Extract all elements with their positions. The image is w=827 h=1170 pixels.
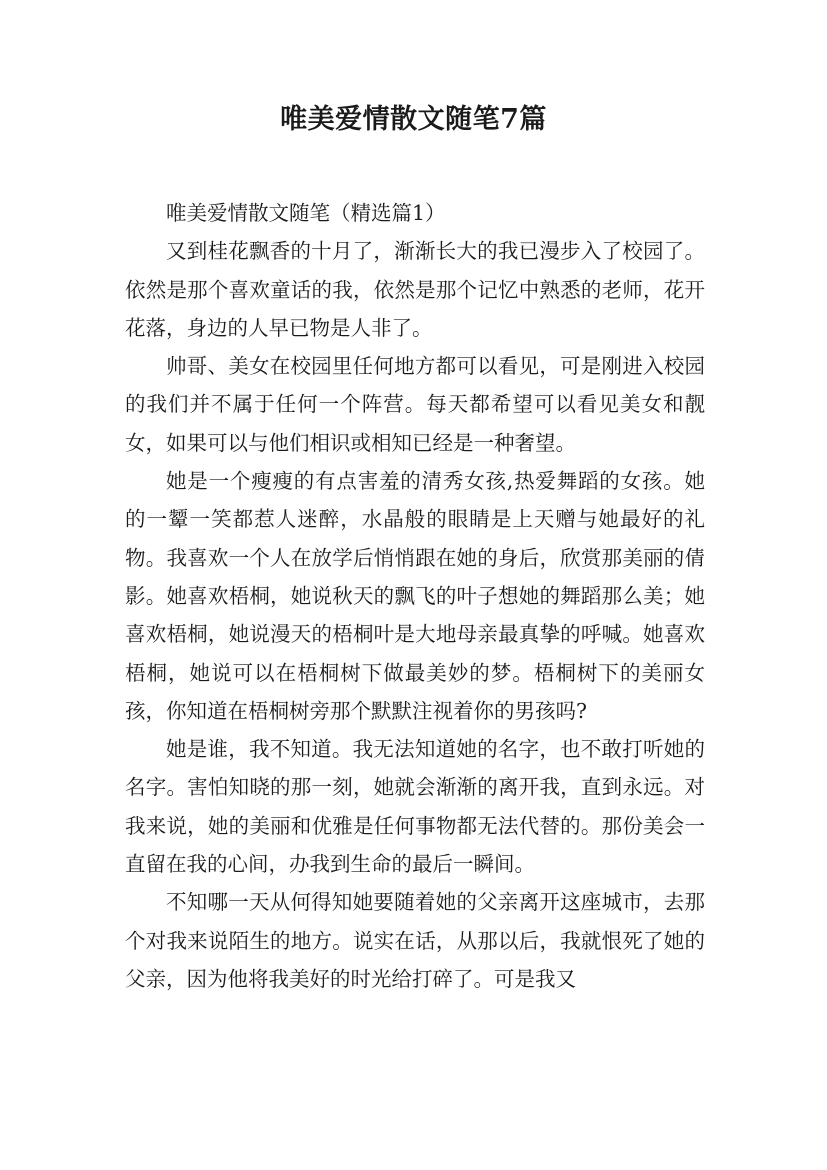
document-title: 唯美爱情散文随笔7篇 xyxy=(280,104,547,135)
paragraph: 她是一个瘦瘦的有点害羞的清秀女孩,热爱舞蹈的女孩。她的一颦一笑都惹人迷醉，水晶般的眼睛是上天赠与她最好的礼物。我喜欢一个人在放学后悄悄跟在她的身后，欣赏那美丽的倩影。她喜欢梧桐，她说秋天的飘飞的叶子想她的舞蹈那么美；她喜欢梧桐，她说漫天的梧桐叶是大地母亲最真挚的呼喊。她喜欢梧桐，她说可以在梧桐树下做最美妙的梦。梧桐树下的美丽女孩，你知道在梧桐树旁那个默默注视着你的男孩吗? xyxy=(125,469,705,723)
document-body xyxy=(125,194,705,998)
paragraph: 又到桂花飘香的十月了，渐渐长大的我已漫步入了校园了。依然是那个喜欢童话的我，依然是那个记忆中熟悉的老师，花开花落，身边的人早已物是人非了。 xyxy=(125,239,705,340)
section-heading: 唯美爱情散文随笔（精选篇1） xyxy=(166,201,446,225)
paragraph: 帅哥、美女在校园里任何地方都可以看见，可是刚进入校园的我们并不属于任何一个阵营。每天都希望可以看见美女和靓女，如果可以与他们相识或相知已经是一种奢望。 xyxy=(125,354,705,455)
paragraph: 她是谁，我不知道。我无法知道她的名字，也不敢打听她的名字。害怕知晓的那一刻，她就会渐渐的离开我，直到永远。对我来说，她的美丽和优雅是任何事物都无法代替的。那份美会一直留在我的心间，办我到生命的最后一瞬间。 xyxy=(125,737,705,877)
paragraph: 不知哪一天从何得知她要随着她的父亲离开这座城市，去那个对我来说陌生的地方。说实在话，从那以后，我就恨死了她的父亲，因为他将我美好的时光给打碎了。可是我又 xyxy=(125,890,705,991)
